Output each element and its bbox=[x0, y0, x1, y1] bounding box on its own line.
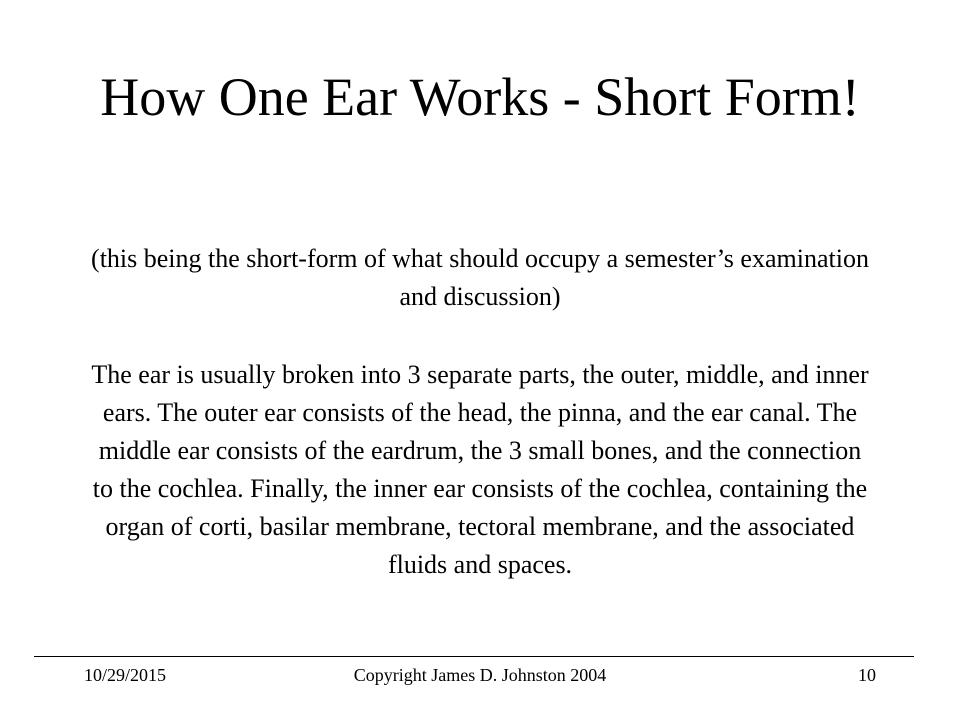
slide-body-text: The ear is usually broken into 3 separate parts, the outer, middle, and inner ears. The outer ear consists of the head, the pinna, and the ear canal. The middle ear consists of the eardrum, the 3 small bones, and the connection to the cochlea. Finally, the inner ear consists of the cochlea, containing the organ of corti, basilar membrane, tectoral membrane, and the associated fluids and spaces. bbox=[91, 360, 869, 579]
slide-title: How One Ear Works - Short Form! bbox=[100, 67, 860, 127]
footer-date: 10/29/2015 bbox=[84, 665, 167, 685]
footer-divider bbox=[34, 656, 914, 657]
footer-page-number: 10 bbox=[858, 665, 876, 685]
slide-subtitle: (this being the short-form of what should occupy a semester’s examination and discussion) bbox=[91, 244, 869, 311]
footer-copyright: Copyright James D. Johnston 2004 bbox=[353, 665, 607, 685]
